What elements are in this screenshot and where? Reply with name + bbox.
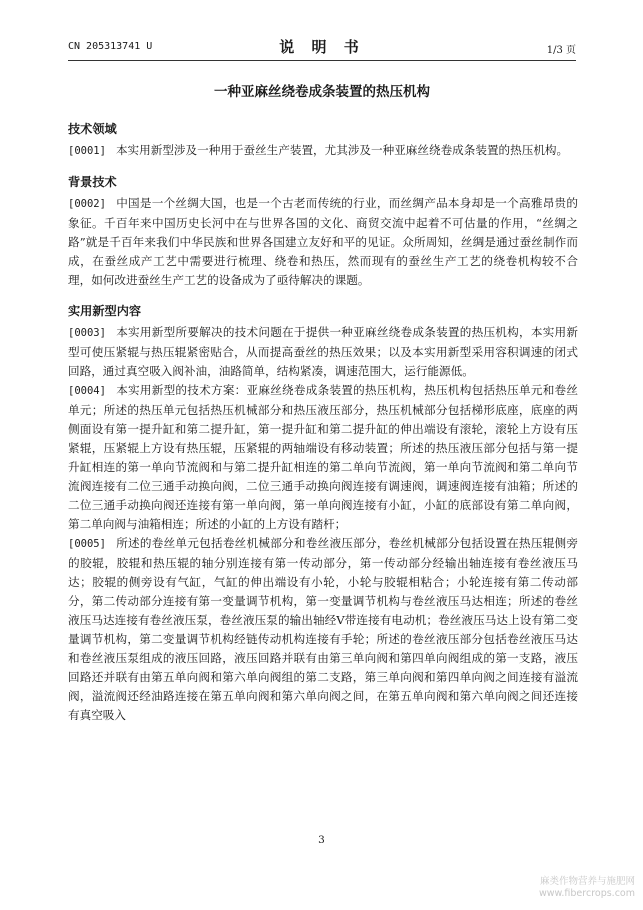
page-info: 1/3 页 — [546, 45, 576, 56]
paragraph-number: [0004] — [68, 385, 106, 397]
watermark-url: www.fibercrops.com — [538, 888, 635, 899]
page-header — [68, 36, 576, 58]
paragraph-0001 — [68, 141, 578, 161]
watermark-site-name: 麻类作物营养与施肥网 — [539, 876, 635, 887]
paragraph-text: 本实用新型涉及一种用于蚕丝生产装置，尤其涉及一种亚麻丝绕卷成条装置的热压机构。 — [115, 143, 569, 157]
paragraph-text: 本实用新型的技术方案：亚麻丝绕卷成条装置的热压机构，热压机构包括热压单元和卷丝单元；所述的热压单元包括热压机械部分和热压液压部分，热压机械部分包括梯形底座，底座的两侧面设有第一提升缸和第二提升缸，第一提升缸和第二提升缸的伸出端设有滚轮，滚轮上方设有压紧辊，压紧辊上方设有热压辊，压紧辊的两轴端设有移动装置；所述的热压液压部分包括与第一提升缸相连的第一单向节流阀和与第二提升缸相连的第二单向节流阀，第一单向节流阀和第二单向节流阀连接有二位三通手动换向阀，二位三通手动换向阀连接有调速阀，调速阀连接有油箱；所述的二位三通手动换向阀还连接有第一单向阀，第一单向阀连接有小缸，小缸的底部设有第二单向阀，第二单向阀与油箱相连；所述的小缸的上方设有踏杆； — [68, 383, 578, 531]
header-rule — [68, 60, 576, 61]
section-heading-content: 实用新型内容 — [68, 304, 142, 318]
paragraph-0002 — [68, 194, 578, 290]
paragraph-0003 — [68, 323, 578, 381]
paragraph-number: [0002] — [68, 198, 106, 210]
section-heading-background: 背景技术 — [68, 175, 117, 189]
paragraph-number: [0003] — [68, 327, 106, 339]
document-title: 一种亚麻丝绕卷成条装置的热压机构 — [214, 84, 430, 100]
page-number: 3 — [318, 834, 325, 846]
document-type: 说 明 书 — [279, 38, 365, 56]
paragraph-text: 中国是一个丝绸大国，也是一个古老而传统的行业，而丝绸产品本身却是一个高雅昂贵的象征。千百年来中国历史长河中在与世界各国的文化、商贸交流中起着不可估量的作用，“丝绸之路”就是千百年来我们中华民族和世界各国建立友好和平的见证。众所周知，丝绸是通过蚕丝制作而成，在蚕丝成产工艺中需要进行梳理、绕卷和热压，然而现有的蚕丝生产工艺的绕卷机构较不合理，如何改进蚕丝生产工艺的设备成为了亟待解决的课题。 — [68, 196, 578, 287]
paragraph-0005 — [68, 534, 578, 725]
section-heading-tech-field: 技术领域 — [68, 122, 117, 136]
paragraph-number: [0001] — [68, 145, 106, 157]
paragraph-text: 本实用新型所要解决的技术问题在于提供一种亚麻丝绕卷成条装置的热压机构，本实用新型可使压紧辊与热压辊紧密贴合，从而提高蚕丝的热压效果；以及本实用新型采用容积调速的闭式回路，通过真空吸入阀补油，油路简单，结构紧凑，调速范围大，运行能源低。 — [68, 325, 578, 378]
watermark — [539, 876, 635, 900]
patent-number: CN 205313741 U — [68, 41, 153, 52]
paragraph-text: 所述的卷丝单元包括卷丝机械部分和卷丝液压部分，卷丝机械部分包括设置在热压辊侧旁的胶辊，胶辊和热压辊的轴分别连接有第一传动部分，第一传动部分经输出轴连接有卷丝液压马达；胶辊的侧旁设有气缸，气缸的伸出端设有小轮，小轮与胶辊相粘合；小轮连接有第二传动部分，第二传动部分连接有第一变量调节机构，第一变量调节机构与卷丝液压马达相连；所述的卷丝液压马达连接有卷丝液压泵，卷丝液压泵的输出轴经V带连接有电动机；卷丝液压马达上设有第二变量调节机构，第二变量调节机构经链传动机构连接有手轮；所述的卷丝液压部分包括卷丝液压马达和卷丝液压泵组成的液压回路，液压回路并联有由第三单向阀和第四单向阀组成的第一支路，液压回路还并联有由第五单向阀和第六单向阀组的第二支路，第三单向阀和第四单向阀之间连接有溢流阀，溢流阀还经油路连接在第五单向阀和第六单向阀之间，在第五单向阀和第六单向阀之间还连接有真空吸入 — [68, 536, 578, 722]
paragraph-0004 — [68, 381, 578, 534]
document-body — [68, 120, 578, 725]
paragraph-number: [0005] — [68, 538, 106, 550]
